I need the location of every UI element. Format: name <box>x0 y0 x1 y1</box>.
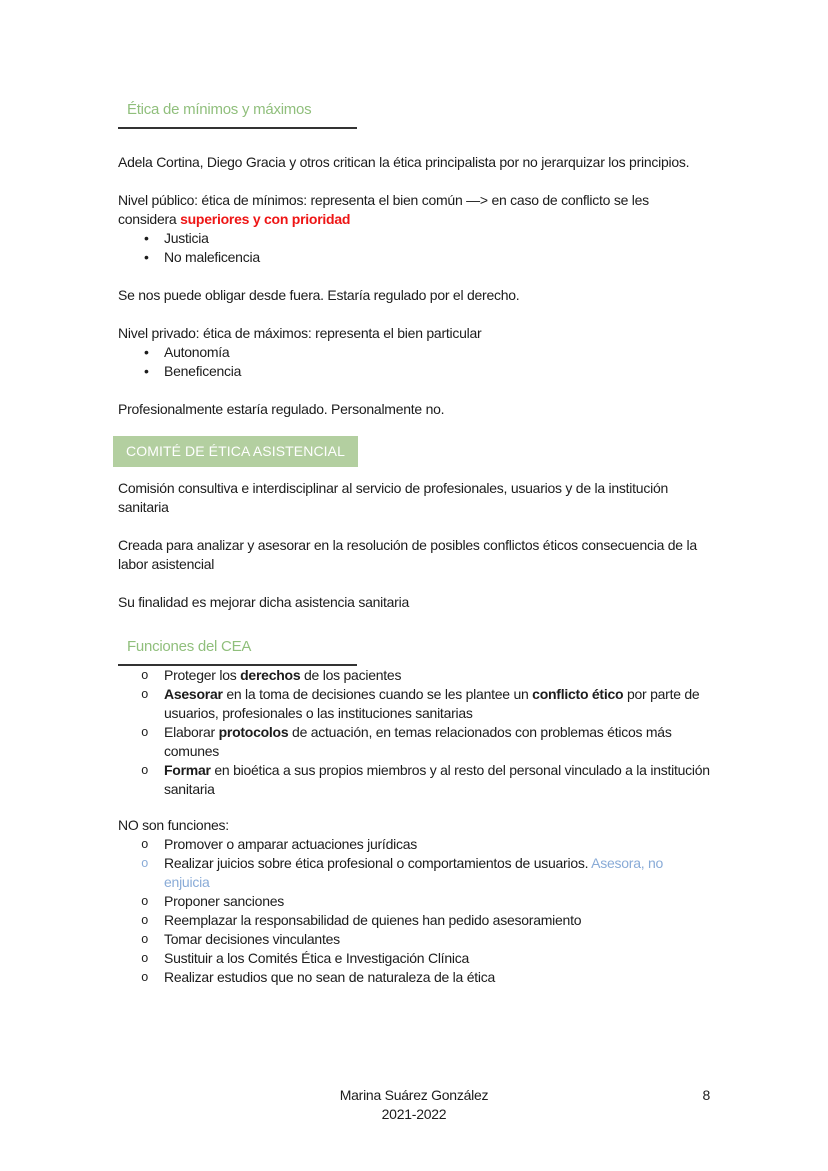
list-item: o Proteger los derechos de los pacientes <box>118 666 710 685</box>
footer-author: Marina Suárez González <box>339 1087 489 1103</box>
list-item: o Promover o amparar actuaciones jurídicas <box>118 835 710 854</box>
paragraph-no-funciones: NO son funciones: <box>118 817 229 833</box>
paragraph-creada: Creada para analizar y asesorar en la resolución de posibles conflictos éticos consecuencia de la labor asistencial <box>118 537 697 572</box>
paragraph-nivel-privado: Nivel privado: ética de máximos: representa el bien particular <box>118 325 482 341</box>
bullet-list-publico <box>118 229 710 267</box>
list-item: o Tomar decisiones vinculantes <box>118 930 710 949</box>
funciones-list <box>118 666 710 799</box>
list-item: o Formar en bioética a sus propios miembros y al resto del personal vinculado a la institución sanitaria <box>118 761 710 799</box>
bullet-item: • Autonomía <box>118 343 710 362</box>
list-item: o Realizar juicios sobre ética profesional o comportamientos de usuarios. Asesora, no enjuicia <box>118 854 710 892</box>
list-item: o Elaborar protocolos de actuación, en temas relacionados con problemas éticos más comunes <box>118 723 710 761</box>
paragraph-critica: Adela Cortina, Diego Gracia y otros critican la ética principalista por no jerarquizar los principios. <box>118 154 690 170</box>
list-item: o Sustituir a los Comités Ética e Investigación Clínica <box>118 949 710 968</box>
list-item: o Realizar estudios que no sean de naturaleza de la ética <box>118 968 710 987</box>
section-heading-funciones: Funciones del CEA <box>118 637 357 666</box>
paragraph-nivel-publico: Nivel público: ética de mínimos: representa el bien común —> en caso de conflicto se les considera superiores y con prioridad <box>118 192 649 227</box>
paragraph-obligar: Se nos puede obligar desde fuera. Estaría regulado por el derecho. <box>118 287 520 303</box>
paragraph-regulado: Profesionalmente estaría regulado. Personalmente no. <box>118 401 445 417</box>
list-item: o Reemplazar la responsabilidad de quienes han pedido asesoramiento <box>118 911 710 930</box>
list-item: o Asesorar en la toma de decisiones cuando se les plantee un conflicto ético por parte de usuarios, profesionales o las instituciones sanitarias <box>118 685 710 723</box>
section-heading-etica-minimos: Ética de mínimos y máximos <box>118 100 357 129</box>
bullet-item: • Justicia <box>118 229 710 248</box>
paragraph-comision: Comisión consultiva e interdisciplinar al servicio de profesionales, usuarios y de la institución sanitaria <box>118 480 669 515</box>
bullet-item: • Beneficencia <box>118 362 710 381</box>
footer <box>118 1086 710 1124</box>
bullet-item: • No maleficencia <box>118 248 710 267</box>
bullet-list-privado <box>118 343 710 381</box>
no-funciones-list <box>118 835 710 987</box>
page-number: 8 <box>702 1087 710 1103</box>
footer-years: 2021-2022 <box>381 1106 447 1122</box>
paragraph-finalidad: Su finalidad es mejorar dicha asistencia sanitaria <box>118 594 409 610</box>
section-heading-comite: COMITÉ DE ÉTICA ASISTENCIAL <box>113 436 358 467</box>
list-item: o Proponer sanciones <box>118 892 710 911</box>
